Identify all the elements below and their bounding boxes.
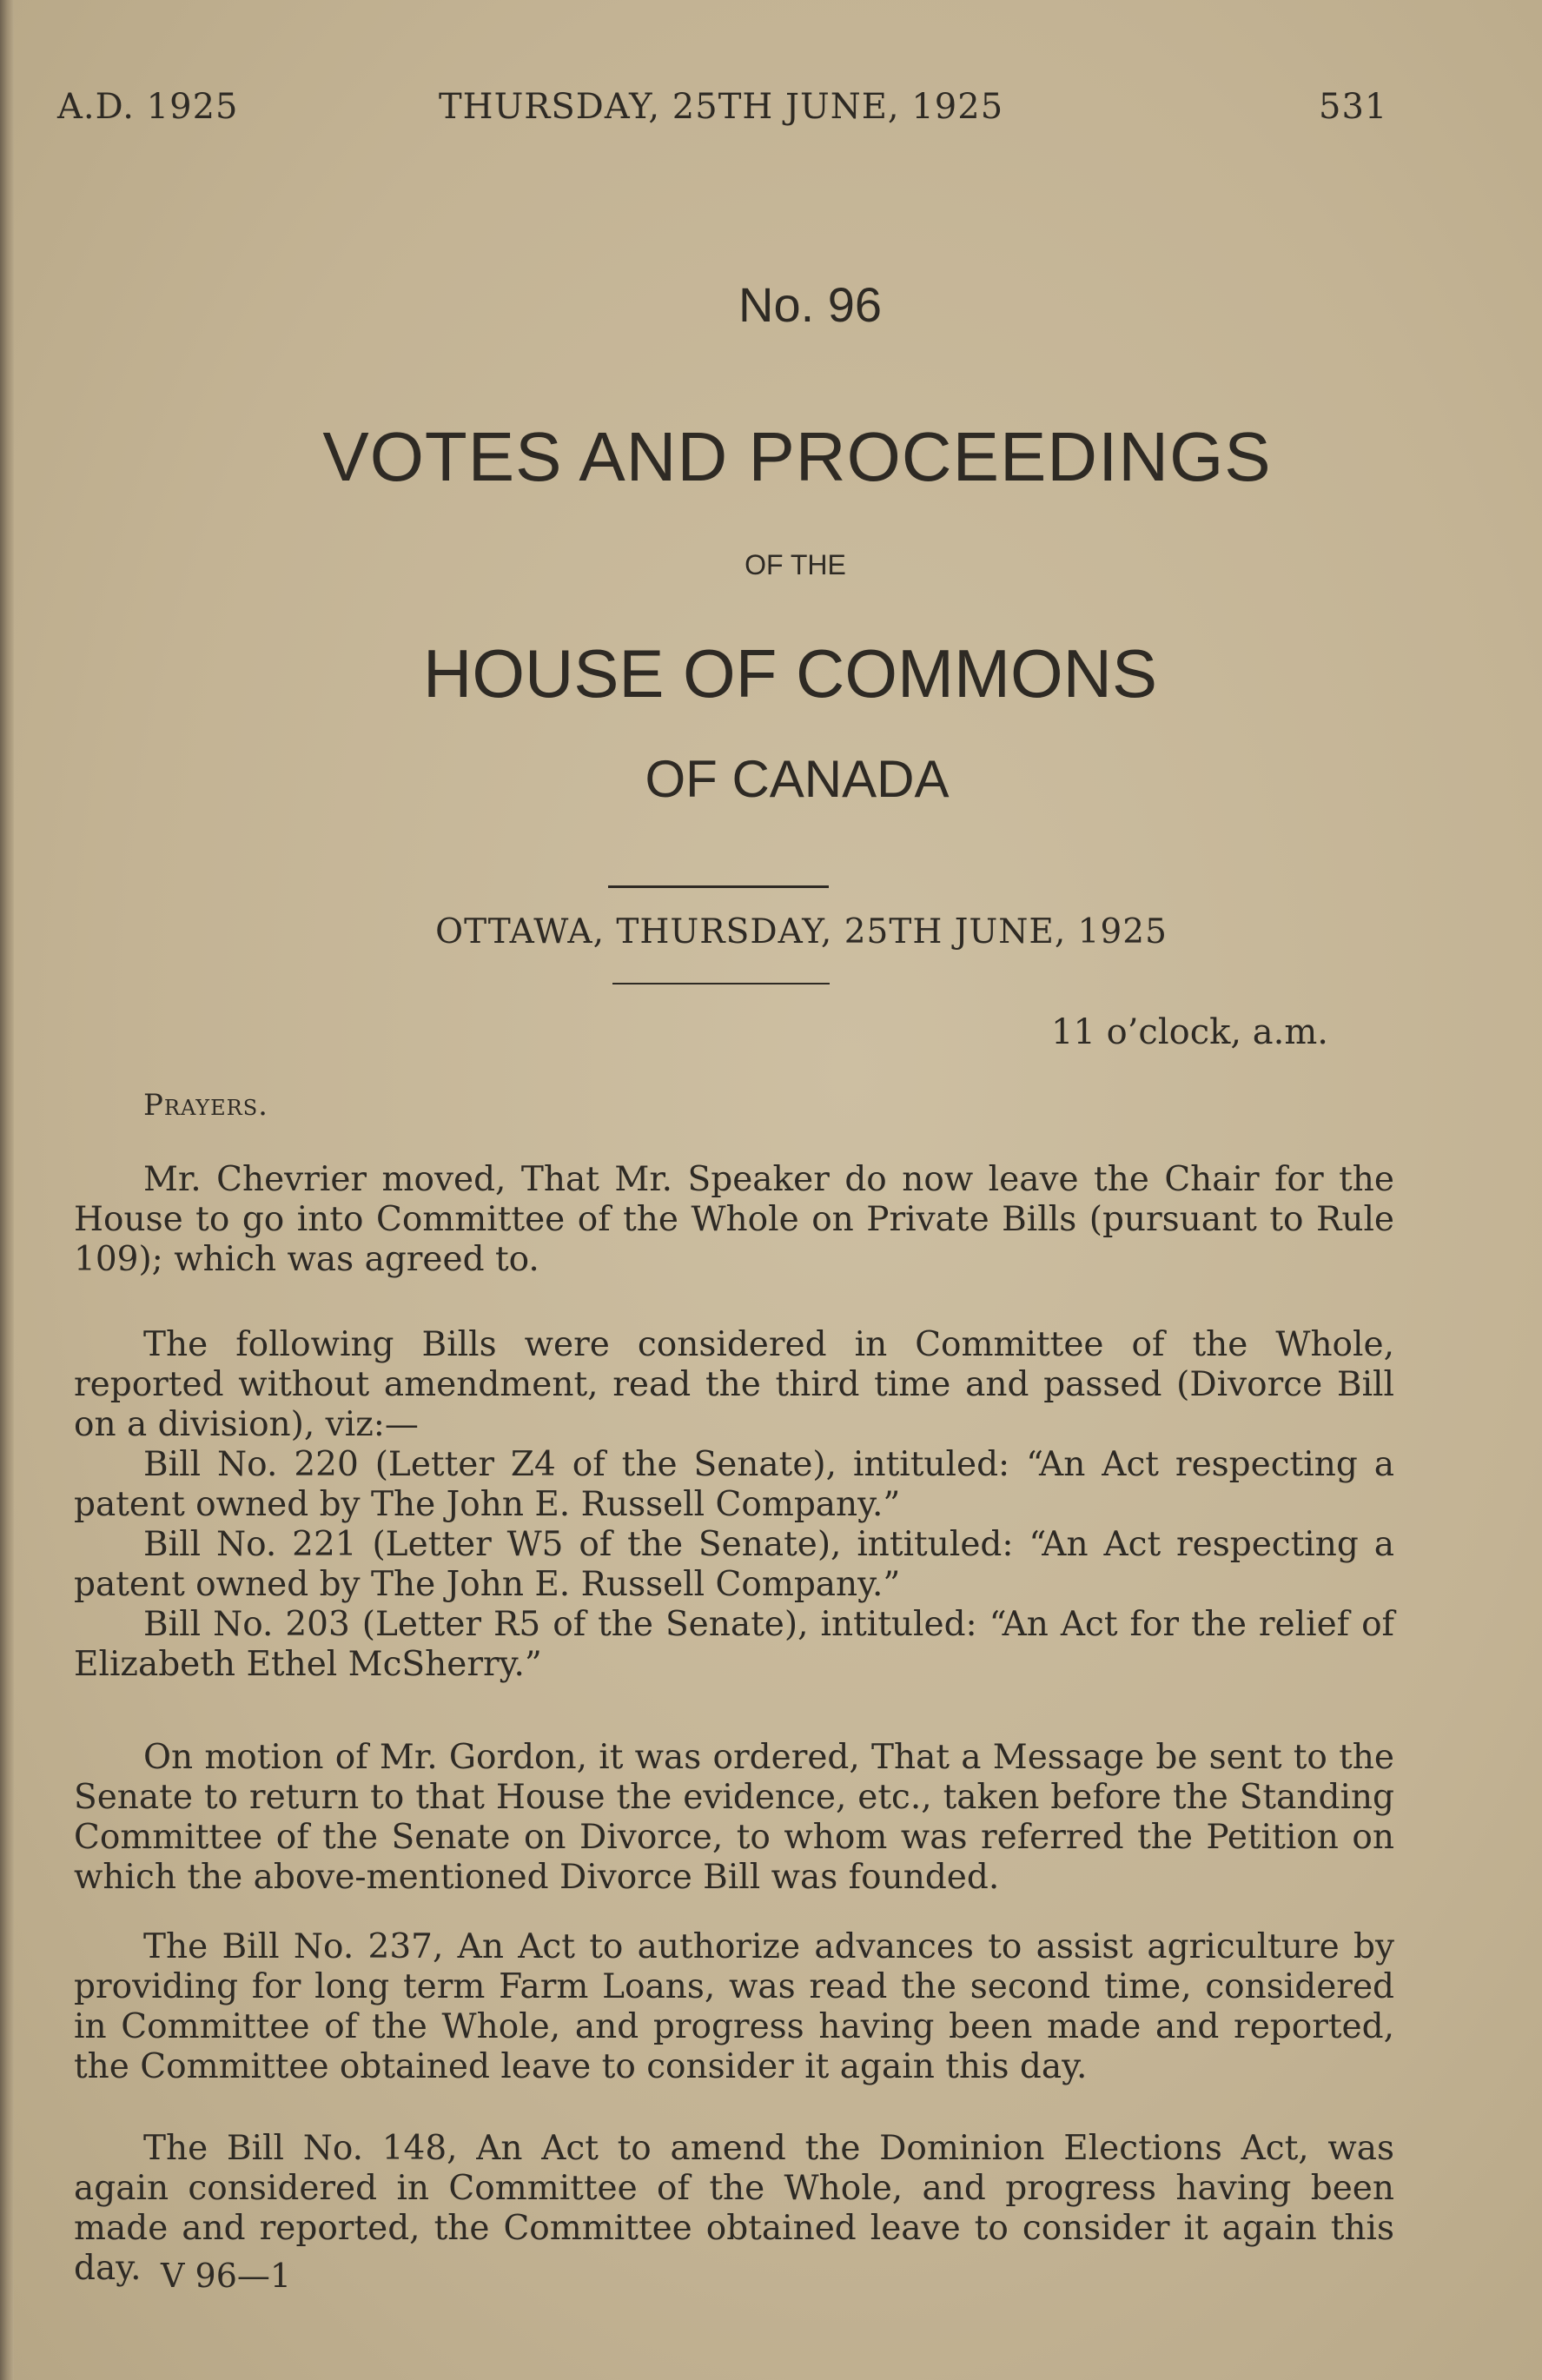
paragraph-text: The Bill No. 148, An Act to amend the Dominion Elections Act, was again considered in Committee of the Whole, and progress having been made and reported, the Committee obtained leave to consider it again this day.	[74, 2129, 1394, 2288]
divider-top	[608, 885, 829, 888]
divider-bottom	[612, 983, 830, 984]
title-of-canada: OF CANADA	[645, 750, 950, 808]
running-head-year: A.D. 1925	[57, 87, 239, 127]
paragraph-bills-passed	[74, 1325, 1394, 1685]
bill-220: Bill No. 220 (Letter Z4 of the Senate), intituled: “An Act respecting a patent owned by The John E. Russell Company.”	[74, 1445, 1394, 1524]
paragraph-bill-237	[74, 1927, 1394, 2087]
signature-mark: V 96—1	[161, 2257, 292, 2295]
bill-203: Bill No. 203 (Letter R5 of the Senate), intituled: “An Act for the relief of Elizabeth Ethel McSherry.”	[74, 1605, 1394, 1684]
paragraph-text: On motion of Mr. Gordon, it was ordered, That a Message be sent to the Senate to return to that House the evidence, etc., taken before the Standing Committee of the Senate on Divorce, to whom was referred the Petition on which the above-mentioned Divorce Bill was founded.	[74, 1738, 1394, 1897]
issue-number: No. 96	[738, 277, 882, 332]
bill-221: Bill No. 221 (Letter W5 of the Senate), intituled: “An Act respecting a patent owned by The John E. Russell Company.”	[74, 1525, 1394, 1604]
paragraph-chevrier-motion	[74, 1160, 1394, 1280]
paragraph-gordon-motion	[74, 1738, 1394, 1898]
binding-edge	[0, 0, 14, 2380]
running-head-date: THURSDAY, 25TH JUNE, 1925	[439, 87, 1004, 127]
title-house-of-commons: HOUSE OF COMMONS	[422, 635, 1157, 712]
paragraph-text: Mr. Chevrier moved, That Mr. Speaker do now leave the Chair for the House to go into Committee of the Whole on Private Bills (pursuant to Rule 109); which was agreed to.	[74, 1160, 1394, 1279]
prayers-heading: Prayers.	[143, 1088, 268, 1123]
paragraph-text: The Bill No. 237, An Act to authorize advances to assist agriculture by providing for long term Farm Loans, was read the second time, considered in Committee of the Whole, and progress having been made and reported, the Committee obtained leave to consider it again this day.	[74, 1927, 1394, 2086]
page-number: 531	[1319, 87, 1388, 127]
dateline: OTTAWA, THURSDAY, 25TH JUNE, 1925	[435, 912, 1168, 951]
sitting-time: 11 o’clock, a.m.	[1051, 1012, 1328, 1052]
title-of-the: OF THE	[745, 549, 846, 580]
title-votes-and-proceedings: VOTES AND PROCEEDINGS	[322, 418, 1272, 495]
paragraph-text: The following Bills were considered in Committee of the Whole, reported without amendment, read the third time and passed (Divorce Bill on a division), viz:—	[74, 1325, 1394, 1444]
